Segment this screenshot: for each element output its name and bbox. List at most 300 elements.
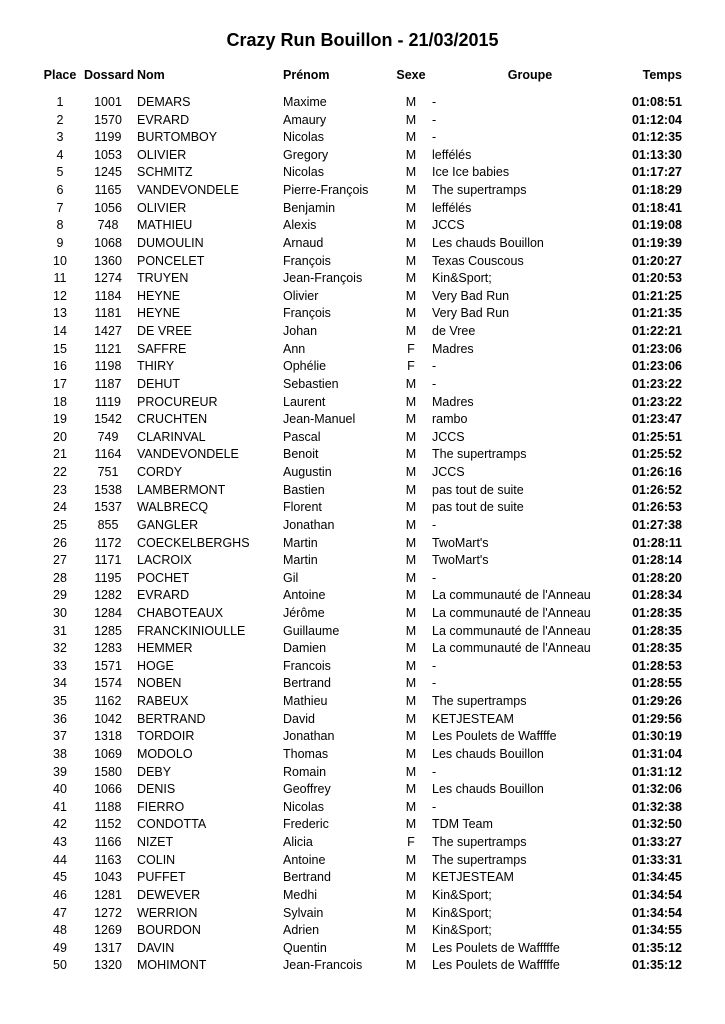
cell-temps: 01:29:56 — [631, 711, 682, 726]
table-row — [0, 570, 725, 588]
cell-prenom: Jérôme — [283, 605, 325, 620]
cell-dossard: 1538 — [94, 482, 122, 497]
cell-dossard: 1171 — [94, 553, 122, 568]
cell-prenom: Maxime — [283, 95, 327, 109]
cell-place: 41 — [53, 799, 67, 814]
cell-nom: MATHIEU — [137, 218, 193, 233]
cell-groupe: JCCS — [432, 465, 465, 480]
cell-nom: EVRARD — [137, 588, 190, 603]
cell-groupe: JCCS — [432, 429, 465, 444]
cell-prenom: Mathieu — [283, 694, 328, 709]
cell-temps: 01:19:39 — [631, 235, 682, 250]
cell-place: 22 — [53, 465, 67, 480]
cell-temps: 01:34:54 — [631, 905, 682, 920]
cell-dossard: 1163 — [94, 852, 122, 867]
cell-place: 1 — [56, 95, 64, 109]
cell-sexe: M — [405, 517, 417, 532]
table-row — [0, 94, 725, 112]
cell-prenom: Sebastien — [283, 376, 339, 391]
table-row — [0, 905, 725, 923]
cell-sexe: M — [405, 852, 417, 867]
cell-sexe: M — [405, 764, 417, 779]
cell-sexe: M — [405, 253, 417, 268]
cell-prenom: Geoffrey — [283, 782, 331, 797]
cell-sexe: M — [405, 817, 417, 832]
cell-dossard: 749 — [97, 429, 119, 444]
cell-nom: TRUYEN — [137, 271, 189, 286]
cell-dossard: 1281 — [94, 887, 122, 902]
cell-place: 33 — [53, 658, 67, 673]
cell-nom: CONDOTTA — [137, 817, 207, 832]
cell-groupe: Kin&Sport; — [432, 905, 492, 920]
cell-nom: LAMBERMONT — [137, 482, 226, 497]
cell-temps: 01:26:52 — [631, 482, 682, 497]
cell-nom: SCHMITZ — [137, 165, 193, 180]
cell-prenom: Olivier — [283, 288, 319, 303]
cell-sexe: M — [405, 200, 417, 215]
table-row — [0, 147, 725, 165]
cell-nom: HEYNE — [137, 288, 181, 303]
table-row — [0, 728, 725, 746]
cell-nom: GANGLER — [137, 517, 199, 532]
cell-temps: 01:28:35 — [631, 623, 682, 638]
cell-groupe: TwoMart's — [432, 553, 489, 568]
cell-nom: CHABOTEAUX — [137, 605, 224, 620]
cell-prenom: David — [283, 711, 315, 726]
cell-sexe: M — [405, 905, 417, 920]
cell-sexe: M — [405, 605, 417, 620]
cell-prenom: Jean-François — [283, 271, 363, 286]
cell-prenom: Guillaume — [283, 623, 340, 638]
cell-temps: 01:12:04 — [631, 112, 682, 127]
cell-nom: FRANCKINIOULLE — [137, 623, 246, 638]
cell-place: 48 — [53, 923, 67, 938]
cell-dossard: 1187 — [94, 376, 122, 391]
cell-groupe: KETJESTEAM — [432, 711, 514, 726]
cell-place: 50 — [53, 958, 67, 973]
cell-prenom: Antoine — [283, 852, 326, 867]
cell-temps: 01:25:51 — [631, 429, 682, 444]
cell-dossard: 1162 — [94, 694, 122, 709]
cell-prenom: Damien — [283, 641, 327, 656]
cell-place: 32 — [53, 641, 67, 656]
cell-sexe: M — [405, 465, 417, 480]
cell-temps: 01:35:12 — [631, 940, 682, 955]
cell-nom: DEWEVER — [137, 887, 201, 902]
cell-nom: SAFFRE — [137, 341, 187, 356]
cell-temps: 01:17:27 — [631, 165, 682, 180]
cell-dossard: 1001 — [94, 95, 122, 109]
cell-nom: DEHUT — [137, 376, 181, 391]
cell-place: 43 — [53, 835, 67, 850]
cell-place: 34 — [53, 676, 67, 691]
cell-prenom: Pierre-François — [283, 183, 369, 198]
table-row — [0, 552, 725, 570]
cell-groupe: Kin&Sport; — [432, 887, 492, 902]
cell-dossard: 1188 — [94, 799, 122, 814]
cell-temps: 01:21:35 — [631, 306, 682, 321]
cell-dossard: 748 — [97, 218, 119, 233]
cell-dossard: 1283 — [94, 641, 122, 656]
cell-temps: 01:33:27 — [631, 835, 682, 850]
cell-groupe: KETJESTEAM — [432, 870, 514, 885]
cell-nom: RABEUX — [137, 694, 189, 709]
cell-sexe: M — [405, 711, 417, 726]
cell-dossard: 1068 — [94, 235, 122, 250]
cell-prenom: Gil — [283, 570, 299, 585]
cell-dossard: 1056 — [94, 200, 122, 215]
cell-dossard: 1285 — [94, 623, 122, 638]
cell-dossard: 1542 — [94, 412, 122, 427]
cell-sexe: M — [405, 782, 417, 797]
table-row — [0, 693, 725, 711]
cell-sexe: F — [407, 359, 415, 374]
table-row — [0, 394, 725, 412]
cell-dossard: 1537 — [94, 500, 122, 515]
cell-temps: 01:28:35 — [631, 641, 682, 656]
cell-place: 3 — [56, 130, 64, 145]
cell-temps: 01:21:25 — [631, 288, 682, 303]
cell-prenom: Benoit — [283, 447, 319, 462]
cell-nom: NOBEN — [137, 676, 182, 691]
cell-prenom: Gregory — [283, 147, 329, 162]
header-sexe: Sexe — [396, 68, 426, 82]
cell-place: 27 — [53, 553, 67, 568]
page-title: Crazy Run Bouillon - 21/03/2015 — [226, 30, 499, 50]
cell-nom: EVRARD — [137, 112, 190, 127]
header-dossard: Dossard — [84, 68, 135, 82]
table-row — [0, 605, 725, 623]
cell-temps: 01:18:41 — [631, 200, 682, 215]
cell-place: 20 — [53, 429, 67, 444]
cell-dossard: 1269 — [94, 923, 122, 938]
cell-place: 31 — [53, 623, 67, 638]
cell-nom: PUFFET — [137, 870, 186, 885]
cell-nom: DE VREE — [137, 324, 192, 339]
table-row — [0, 446, 725, 464]
cell-temps: 01:28:11 — [632, 535, 682, 550]
cell-place: 38 — [53, 746, 67, 761]
cell-place: 46 — [53, 887, 67, 902]
cell-sexe: M — [405, 553, 417, 568]
cell-groupe: - — [432, 517, 437, 532]
cell-dossard: 751 — [97, 465, 119, 480]
cell-groupe: - — [432, 359, 437, 374]
cell-sexe: M — [405, 306, 417, 321]
header-nom: Nom — [137, 68, 165, 82]
table-row — [0, 200, 725, 218]
cell-prenom: Nicolas — [283, 130, 324, 145]
cell-sexe: M — [405, 218, 417, 233]
cell-sexe: M — [405, 482, 417, 497]
cell-nom: HEMMER — [137, 641, 193, 656]
cell-nom: MODOLO — [137, 746, 193, 761]
cell-nom: MOHIMONT — [137, 958, 207, 973]
cell-temps: 01:23:22 — [631, 376, 682, 391]
cell-nom: PROCUREUR — [137, 394, 218, 409]
cell-temps: 01:13:30 — [631, 147, 682, 162]
cell-nom: DENIS — [137, 782, 176, 797]
table-row — [0, 305, 725, 323]
cell-nom: CRUCHTEN — [137, 412, 208, 427]
cell-prenom: Amaury — [283, 112, 327, 127]
cell-groupe: leffélés — [432, 200, 472, 215]
table-row — [0, 535, 725, 553]
table-row — [0, 816, 725, 834]
cell-groupe: Madres — [432, 341, 474, 356]
cell-place: 9 — [56, 235, 64, 250]
cell-prenom: Augustin — [283, 465, 332, 480]
cell-sexe: M — [405, 288, 417, 303]
cell-dossard: 1284 — [94, 605, 122, 620]
cell-prenom: Ann — [283, 341, 306, 356]
cell-sexe: M — [405, 641, 417, 656]
cell-groupe: - — [432, 676, 437, 691]
cell-temps: 01:31:04 — [631, 746, 682, 761]
cell-sexe: M — [405, 500, 417, 515]
cell-nom: LACROIX — [137, 553, 192, 568]
header-place: Place — [43, 68, 77, 82]
cell-nom: DAVIN — [137, 940, 175, 955]
cell-nom: BERTRAND — [137, 711, 206, 726]
cell-temps: 01:18:29 — [631, 183, 682, 198]
table-row — [0, 587, 725, 605]
cell-temps: 01:31:12 — [631, 764, 682, 779]
cell-prenom: François — [283, 253, 331, 268]
cell-nom: TORDOIR — [137, 729, 195, 744]
table-row — [0, 940, 725, 958]
table-row — [0, 834, 725, 852]
cell-groupe: pas tout de suite — [432, 500, 524, 515]
cell-sexe: M — [405, 676, 417, 691]
cell-place: 44 — [53, 852, 67, 867]
cell-nom: VANDEVONDELE — [137, 447, 239, 462]
cell-temps: 01:25:52 — [631, 447, 682, 462]
cell-dossard: 1184 — [94, 288, 122, 303]
cell-dossard: 1121 — [94, 341, 122, 356]
cell-place: 13 — [53, 306, 67, 321]
cell-sexe: M — [405, 588, 417, 603]
cell-prenom: Florent — [283, 500, 322, 515]
cell-place: 37 — [53, 729, 67, 744]
cell-dossard: 1571 — [94, 658, 122, 673]
header-groupe: Groupe — [507, 68, 553, 82]
header-prenom: Prénom — [283, 68, 330, 82]
cell-temps: 01:26:16 — [631, 465, 682, 480]
cell-groupe: La communauté de l'Anneau — [432, 623, 591, 638]
cell-place: 24 — [53, 500, 67, 515]
cell-dossard: 1272 — [94, 905, 122, 920]
cell-groupe: The supertramps — [432, 447, 527, 462]
cell-prenom: Jonathan — [283, 729, 335, 744]
table-row — [0, 711, 725, 729]
table-row — [0, 288, 725, 306]
cell-groupe: - — [432, 95, 437, 109]
cell-nom: BURTOMBOY — [137, 130, 218, 145]
cell-prenom: Frederic — [283, 817, 329, 832]
table-row — [0, 746, 725, 764]
cell-sexe: M — [405, 112, 417, 127]
cell-dossard: 1042 — [94, 711, 122, 726]
cell-prenom: Jonathan — [283, 517, 335, 532]
cell-prenom: Sylvain — [283, 905, 324, 920]
cell-temps: 01:29:26 — [631, 694, 682, 709]
cell-place: 23 — [53, 482, 67, 497]
cell-nom: OLIVIER — [137, 200, 187, 215]
cell-dossard: 855 — [97, 517, 119, 532]
cell-groupe: Madres — [432, 394, 474, 409]
cell-place: 25 — [53, 517, 67, 532]
cell-place: 5 — [56, 165, 64, 180]
table-row — [0, 781, 725, 799]
cell-prenom: Nicolas — [283, 165, 324, 180]
table-row — [0, 182, 725, 200]
cell-place: 45 — [53, 870, 67, 885]
cell-place: 29 — [53, 588, 67, 603]
cell-nom: WALBRECQ — [137, 500, 209, 515]
cell-dossard: 1043 — [94, 870, 122, 885]
cell-dossard: 1152 — [94, 817, 122, 832]
cell-groupe: The supertramps — [432, 694, 527, 709]
cell-nom: HEYNE — [137, 306, 181, 321]
cell-temps: 01:28:35 — [631, 605, 682, 620]
cell-dossard: 1570 — [94, 112, 122, 127]
table-row — [0, 922, 725, 940]
cell-sexe: M — [405, 729, 417, 744]
cell-temps: 01:34:55 — [631, 923, 682, 938]
cell-temps: 01:20:53 — [631, 271, 682, 286]
cell-place: 21 — [53, 447, 67, 462]
cell-dossard: 1360 — [94, 253, 122, 268]
cell-nom: BOURDON — [137, 923, 201, 938]
cell-nom: THIRY — [137, 359, 175, 374]
cell-groupe: Les Poulets de Wafffffe — [432, 958, 560, 973]
cell-sexe: M — [405, 324, 417, 339]
table-row — [0, 640, 725, 658]
cell-nom: CORDY — [137, 465, 183, 480]
cell-temps: 01:32:38 — [631, 799, 682, 814]
cell-temps: 01:19:08 — [631, 218, 682, 233]
cell-dossard: 1181 — [94, 306, 122, 321]
table-row — [0, 464, 725, 482]
cell-place: 2 — [56, 112, 64, 127]
cell-prenom: Thomas — [283, 746, 329, 761]
cell-sexe: M — [405, 429, 417, 444]
cell-temps: 01:26:53 — [631, 500, 682, 515]
table-row — [0, 112, 725, 130]
cell-prenom: Martin — [283, 553, 318, 568]
cell-dossard: 1580 — [94, 764, 122, 779]
table-row — [0, 852, 725, 870]
cell-sexe: M — [405, 235, 417, 250]
header-temps: Temps — [642, 68, 682, 82]
cell-prenom: Antoine — [283, 588, 326, 603]
cell-sexe: M — [405, 394, 417, 409]
cell-dossard: 1066 — [94, 782, 122, 797]
cell-groupe: La communauté de l'Anneau — [432, 641, 591, 656]
cell-dossard: 1574 — [94, 676, 122, 691]
cell-dossard: 1198 — [94, 359, 122, 374]
cell-sexe: M — [405, 570, 417, 585]
cell-dossard: 1282 — [94, 588, 122, 603]
cell-nom: OLIVIER — [137, 147, 187, 162]
cell-prenom: Arnaud — [283, 235, 324, 250]
cell-groupe: La communauté de l'Anneau — [432, 588, 591, 603]
cell-sexe: M — [405, 623, 417, 638]
table-row — [0, 358, 725, 376]
table-row — [0, 164, 725, 182]
cell-place: 4 — [56, 147, 64, 162]
cell-nom: NIZET — [137, 835, 174, 850]
cell-place: 49 — [53, 940, 67, 955]
cell-nom: WERRION — [137, 905, 198, 920]
cell-sexe: M — [405, 271, 417, 286]
table-row — [0, 270, 725, 288]
cell-place: 11 — [53, 271, 67, 286]
cell-place: 17 — [53, 376, 67, 391]
table-row — [0, 658, 725, 676]
cell-prenom: Laurent — [283, 394, 326, 409]
cell-place: 12 — [53, 288, 67, 303]
cell-groupe: TwoMart's — [432, 535, 489, 550]
cell-temps: 01:32:50 — [631, 817, 682, 832]
cell-sexe: M — [405, 447, 417, 462]
cell-sexe: M — [405, 940, 417, 955]
cell-groupe: leffélés — [432, 147, 472, 162]
cell-temps: 01:34:54 — [631, 887, 682, 902]
cell-groupe: La communauté de l'Anneau — [432, 605, 591, 620]
cell-sexe: M — [405, 958, 417, 973]
table-row — [0, 957, 725, 975]
cell-sexe: F — [407, 341, 415, 356]
cell-sexe: F — [407, 835, 415, 850]
cell-temps: 01:34:45 — [631, 870, 682, 885]
cell-place: 7 — [56, 200, 64, 215]
cell-prenom: Alicia — [283, 835, 313, 850]
cell-prenom: Bertrand — [283, 870, 331, 885]
cell-prenom: Francois — [283, 658, 331, 673]
cell-groupe: Texas Couscous — [432, 253, 524, 268]
cell-place: 30 — [53, 605, 67, 620]
table-row — [0, 517, 725, 535]
cell-prenom: Benjamin — [283, 200, 336, 215]
cell-place: 19 — [53, 412, 67, 427]
cell-sexe: M — [405, 183, 417, 198]
cell-dossard: 1427 — [94, 324, 122, 339]
table-row — [0, 799, 725, 817]
cell-place: 26 — [53, 535, 67, 550]
cell-prenom: Pascal — [283, 429, 321, 444]
cell-prenom: Jean-Manuel — [283, 412, 356, 427]
cell-temps: 01:28:20 — [631, 570, 682, 585]
cell-prenom: Adrien — [283, 923, 320, 938]
cell-temps: 01:32:06 — [631, 782, 682, 797]
cell-dossard: 1317 — [94, 940, 122, 955]
cell-groupe: de Vree — [432, 324, 476, 339]
cell-groupe: rambo — [432, 412, 468, 427]
cell-groupe: The supertramps — [432, 852, 527, 867]
cell-sexe: M — [405, 535, 417, 550]
cell-groupe: Very Bad Run — [432, 306, 510, 321]
cell-dossard: 1320 — [94, 958, 122, 973]
cell-prenom: Martin — [283, 535, 318, 550]
cell-sexe: M — [405, 870, 417, 885]
cell-groupe: Kin&Sport; — [432, 923, 492, 938]
cell-groupe: Les chauds Bouillon — [432, 782, 544, 797]
cell-dossard: 1119 — [95, 394, 121, 409]
cell-sexe: M — [405, 694, 417, 709]
cell-nom: DEBY — [137, 764, 172, 779]
